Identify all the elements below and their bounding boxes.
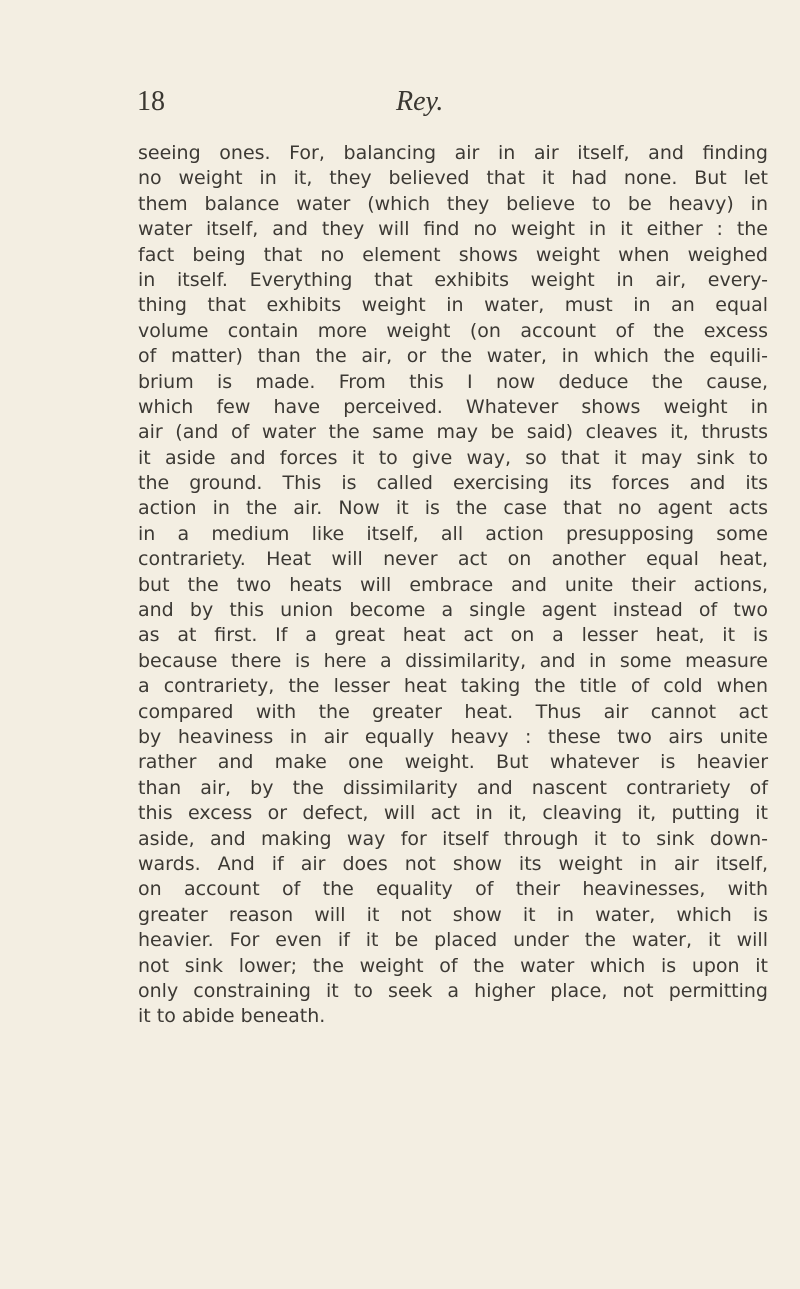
page-header xyxy=(0,86,800,126)
text-line: as at first. If a great heat act on a lesser heat, it is xyxy=(138,624,768,647)
text-line: the ground. This is called exercising its forces and its xyxy=(138,472,768,495)
text-line: not sink lower; the weight of the water which is upon it xyxy=(138,954,768,977)
text-line: brium is made. From this I now deduce the cause, xyxy=(138,370,768,393)
text-line: because there is here a dissimilarity, and in some measure xyxy=(138,649,768,672)
page-number: 18 xyxy=(137,86,165,117)
text-line: water itself, and they will find no weight in it either : the xyxy=(138,218,768,241)
text-line: heavier. For even if it be placed under the water, it will xyxy=(138,929,768,952)
text-line: volume contain more weight (on account of the excess xyxy=(138,319,768,342)
text-line: in a medium like itself, all action presupposing some xyxy=(138,522,768,545)
text-line: no weight in it, they believed that it had none. But let xyxy=(138,167,768,190)
text-line: rather and make one weight. But whatever is heavier xyxy=(138,751,768,774)
text-line: contrariety. Heat will never act on another equal heat, xyxy=(138,548,768,571)
text-line: air (and of water the same may be said) cleaves it, thrusts xyxy=(138,421,768,444)
text-line: wards. And if air does not show its weight in air itself, xyxy=(138,852,768,875)
body-text xyxy=(138,141,768,1030)
text-line: it to abide beneath. xyxy=(138,1005,326,1028)
text-line: in itself. Everything that exhibits weight in air, every- xyxy=(138,268,768,291)
text-line: fact being that no element shows weight when weighed xyxy=(138,243,768,266)
text-line: thing that exhibits weight in water, must in an equal xyxy=(138,294,768,317)
text-line: by heaviness in air equally heavy : these two airs unite xyxy=(138,725,768,748)
text-line: of matter) than the air, or the water, in which the equili- xyxy=(138,345,768,368)
text-line: a contrariety, the lesser heat taking the title of cold when xyxy=(138,675,768,698)
text-line: seeing ones. For, balancing air in air itself, and finding xyxy=(138,142,768,164)
text-line: this excess or defect, will act in it, cleaving it, putting it xyxy=(138,802,768,825)
text-line: and by this union become a single agent instead of two xyxy=(138,599,768,622)
text-line: than air, by the dissimilarity and nascent contrariety of xyxy=(138,776,768,799)
text-line: on account of the equality of their heavinesses, with xyxy=(138,878,768,901)
text-line: aside, and making way for itself through it to sink down- xyxy=(138,827,768,850)
text-line: only constraining it to seek a higher place, not permitting xyxy=(138,979,768,1002)
text-line: which few have perceived. Whatever shows weight in xyxy=(138,395,768,418)
running-head: Rey. xyxy=(396,86,444,117)
text-line: action in the air. Now it is the case that no agent acts xyxy=(138,497,768,520)
text-line: but the two heats will embrace and unite their actions, xyxy=(138,573,768,596)
text-line: them balance water (which they believe to be heavy) in xyxy=(138,192,768,215)
text-line: greater reason will it not show it in water, which is xyxy=(138,903,768,926)
text-line: it aside and forces it to give way, so that it may sink to xyxy=(138,446,768,469)
text-line: compared with the greater heat. Thus air cannot act xyxy=(138,700,768,723)
